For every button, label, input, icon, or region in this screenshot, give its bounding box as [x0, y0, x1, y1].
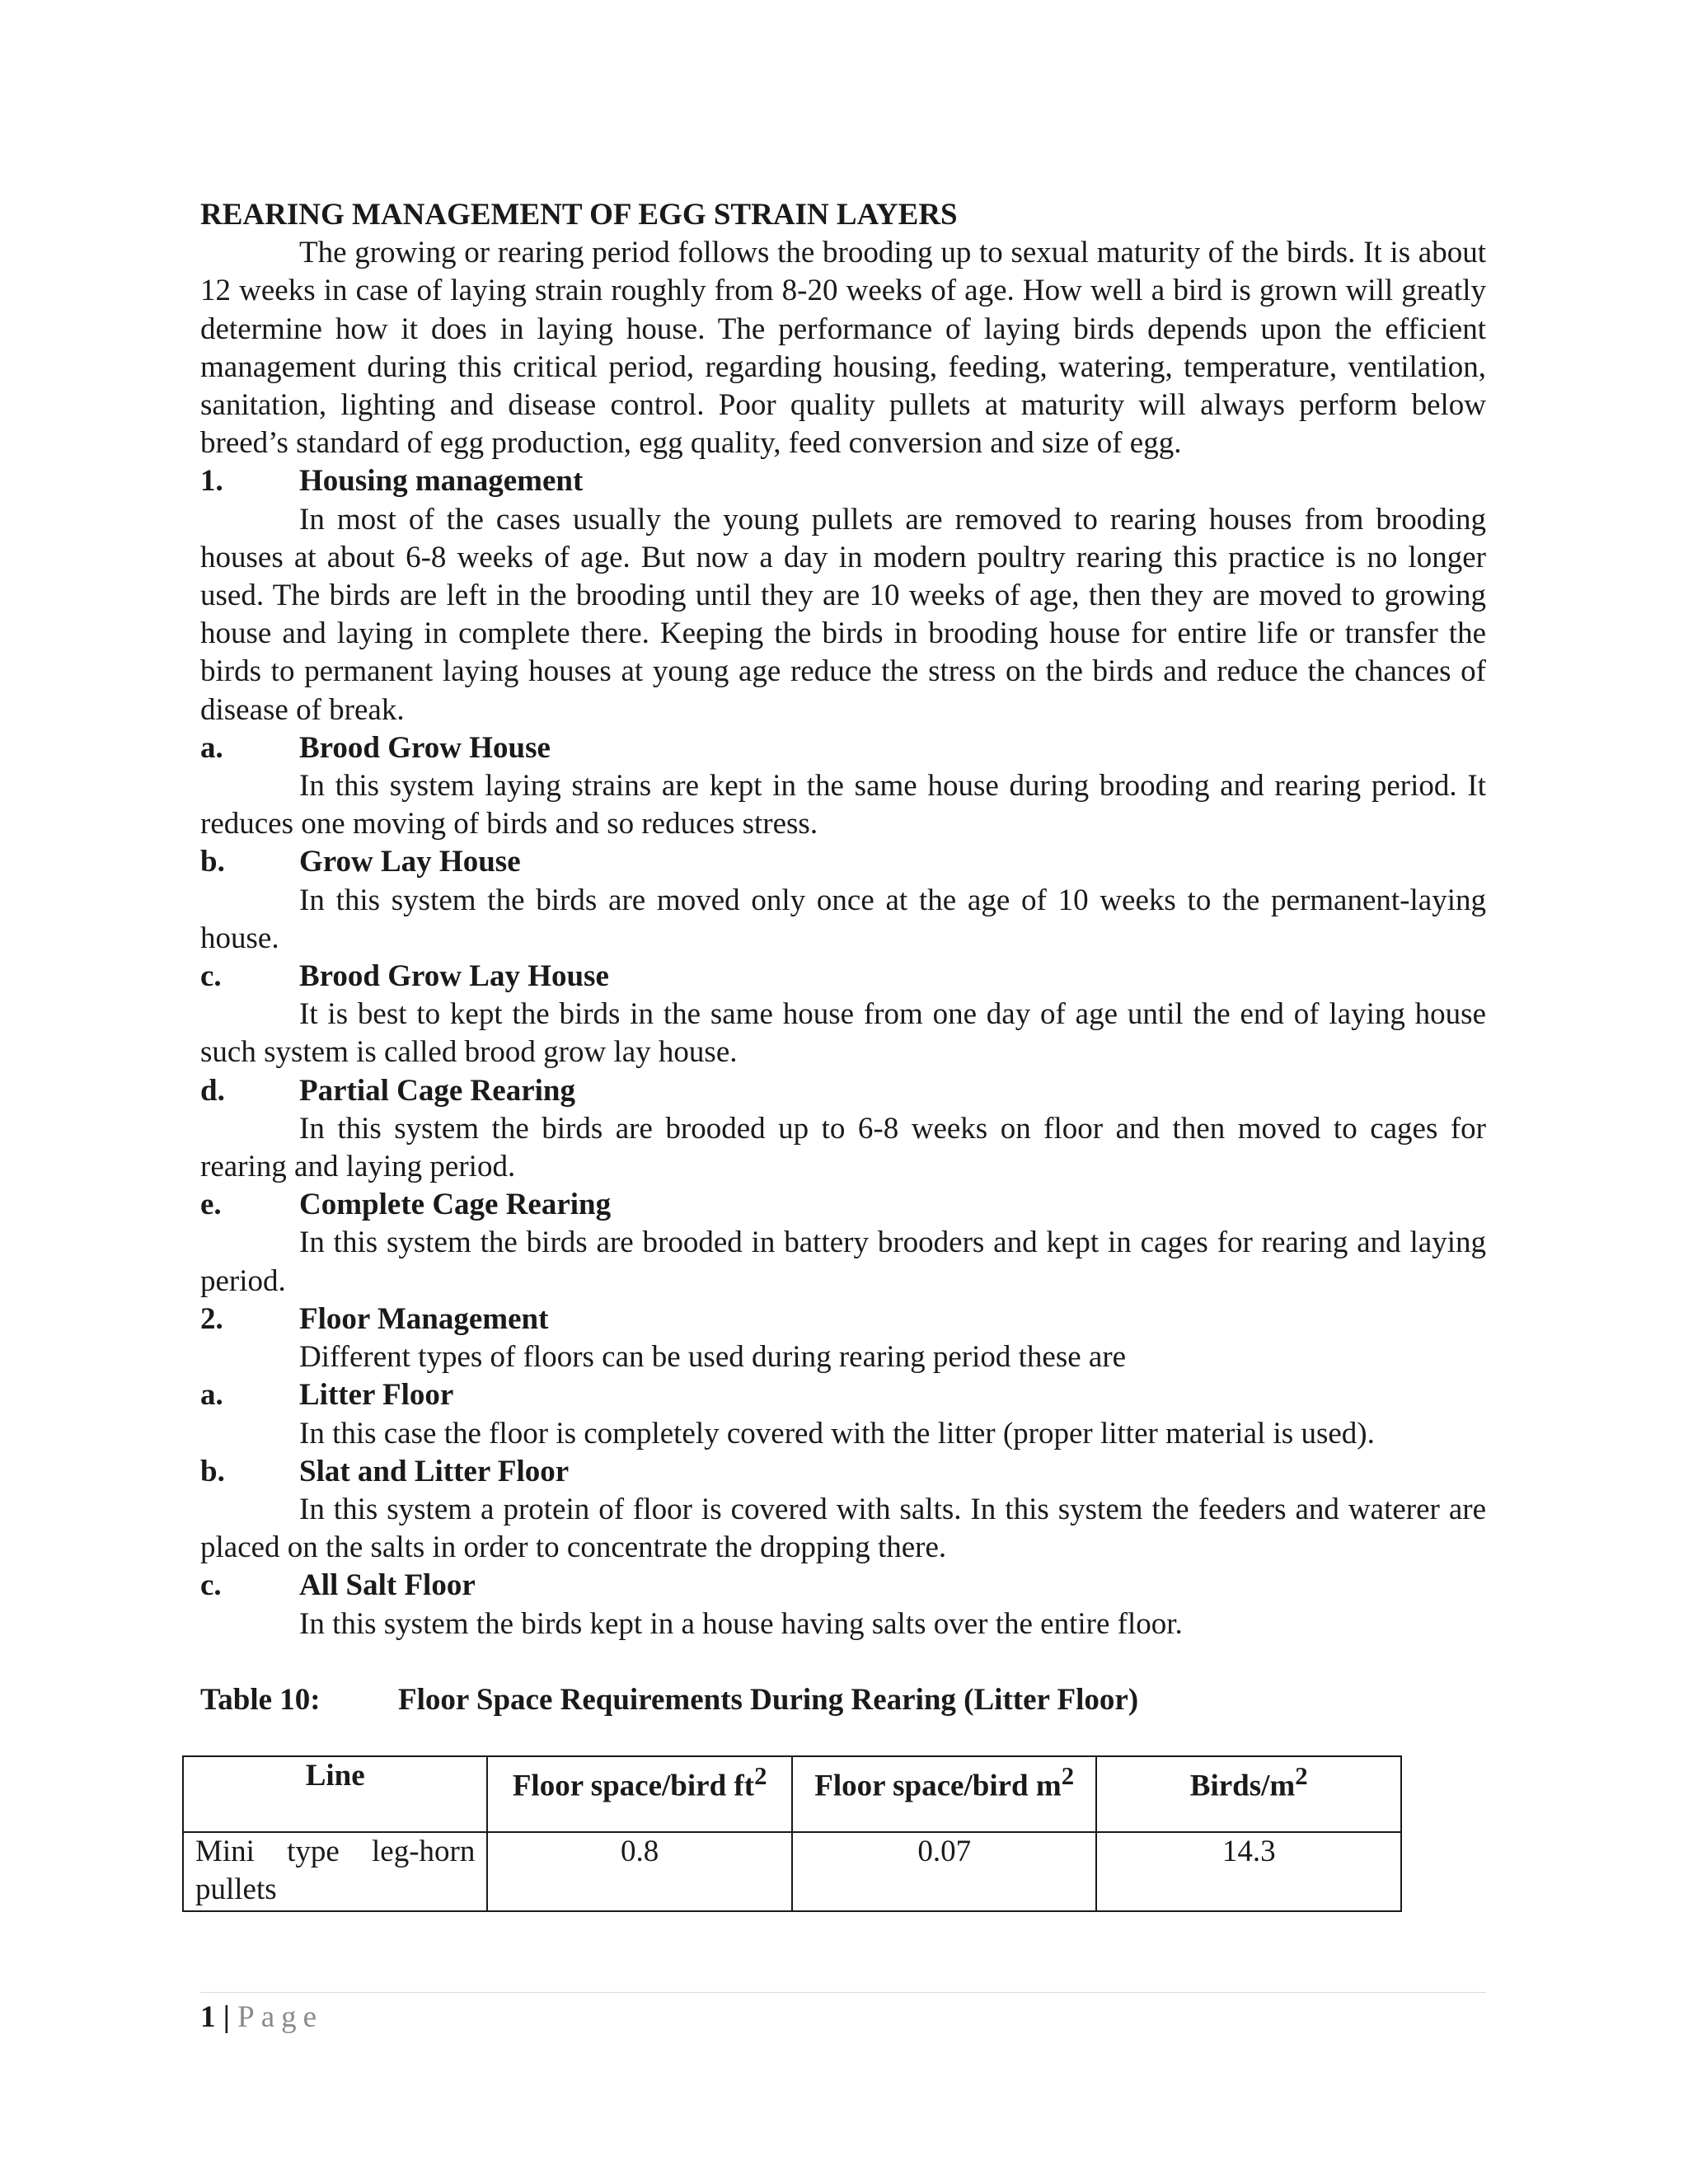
table-header-row — [183, 1756, 1401, 1832]
section-heading — [200, 1376, 1486, 1414]
section-heading — [200, 1186, 1486, 1224]
section-heading — [200, 729, 1486, 767]
footer-divider — [200, 1992, 1486, 1993]
table-cell-ft2: 0.8 — [487, 1832, 792, 1911]
section-paragraph: In most of the cases usually the young pullets are removed to rearing houses from brooding houses at about 6-8 weeks of age. But now a day in modern poultry rearing this practice is no longer used. The birds are left in the brooding until they are 10 weeks of age, then they are moved to growing house and laying in complete there. Keeping the birds in brooding house for entire life or transfer the birds to permanent laying houses at young age reduce the stress on the birds and reduce the chances of disease of break. — [200, 502, 1486, 727]
page-word: Page — [237, 2000, 324, 2034]
floor-space-table — [182, 1755, 1402, 1912]
header-text: Floor space/bird m — [814, 1769, 1062, 1803]
section-title: All Salt Floor — [299, 1568, 476, 1603]
section-number: 1. — [200, 464, 223, 499]
header-superscript: 2 — [754, 1761, 767, 1790]
section-litter-floor — [200, 1376, 1486, 1452]
table-row — [183, 1832, 1401, 1911]
table-label: Table 10: — [200, 1682, 321, 1717]
section-grow-lay-house — [200, 843, 1486, 958]
section-paragraph: In this case the floor is completely covered with the litter (proper litter material is used). — [299, 1416, 1375, 1451]
document-title: REARING MANAGEMENT OF EGG STRAIN LAYERS — [200, 198, 958, 232]
column-header-floor-space-ft2 — [487, 1756, 792, 1832]
section-number: e. — [200, 1188, 222, 1222]
section-title: Complete Cage Rearing — [299, 1188, 612, 1222]
table-caption — [200, 1681, 1486, 1719]
section-number: b. — [200, 1454, 225, 1488]
section-number: 2. — [200, 1301, 223, 1336]
section-heading — [200, 843, 1486, 881]
section-paragraph: In this system a protein of floor is covered with salts. In this system the feeders and waterer are placed on the salts in order to concentrate the dropping there. — [200, 1492, 1486, 1565]
section-floor-management — [200, 1301, 1486, 1376]
section-all-salt-floor — [200, 1567, 1486, 1643]
document-page — [195, 196, 1486, 1912]
section-complete-cage-rearing — [200, 1186, 1486, 1301]
column-header-birds-per-m2 — [1096, 1756, 1401, 1832]
header-superscript: 2 — [1295, 1761, 1308, 1790]
table-cell-m2: 0.07 — [792, 1832, 1097, 1911]
section-brood-grow-lay-house — [200, 958, 1486, 1072]
section-title: Slat and Litter Floor — [299, 1454, 570, 1488]
section-paragraph: In this system laying strains are kept in the same house during brooding and rearing period. It reduces one moving of birds and so reduces stress. — [200, 769, 1486, 841]
section-number: b. — [200, 845, 225, 879]
header-text: Line — [305, 1758, 365, 1793]
table-cell-line: Mini type leg-horn pullets — [183, 1832, 487, 1911]
page-footer — [200, 1999, 323, 2035]
section-number: c. — [200, 959, 222, 994]
section-housing-management — [200, 462, 1486, 729]
section-heading — [200, 1567, 1486, 1605]
section-title: Brood Grow House — [299, 730, 551, 765]
column-header-line — [183, 1756, 487, 1832]
section-paragraph: In this system the birds kept in a house having salts over the entire floor. — [299, 1606, 1183, 1641]
section-heading — [200, 462, 1486, 500]
section-title: Grow Lay House — [299, 845, 521, 879]
section-number: a. — [200, 730, 223, 765]
section-brood-grow-house — [200, 729, 1486, 844]
page-number: 1 — [200, 2000, 216, 2034]
section-paragraph: In this system the birds are brooded in battery brooders and kept in cages for rearing and laying period. — [200, 1226, 1486, 1298]
table-cell-birds: 14.3 — [1096, 1832, 1401, 1911]
section-paragraph: It is best to kept the birds in the same house from one day of age until the end of laying house such system is called brood grow lay house. — [200, 997, 1486, 1070]
section-title: Housing management — [299, 464, 584, 499]
section-heading — [200, 1453, 1486, 1491]
section-paragraph: In this system the birds are brooded up to 6-8 weeks on floor and then moved to cages for rearing and laying period. — [200, 1111, 1486, 1184]
section-number: c. — [200, 1568, 222, 1603]
intro-paragraph: The growing or rearing period follows the brooding up to sexual maturity of the birds. It is about 12 weeks in case of laying strain roughly from 8-20 weeks of age. How well a bird is grown will greatly determine how it does in laying house. The performance of laying birds depends upon the efficient management during this critical period, regarding housing, feeding, watering, temperature, ventilation, sanitation, lighting and disease control. Poor quality pullets at maturity will always perform below breed’s standard of egg production, egg quality, feed conversion and size of egg. — [200, 236, 1486, 461]
section-number: d. — [200, 1073, 225, 1108]
section-paragraph: In this system the birds are moved only once at the age of 10 weeks to the permanent-laying house. — [200, 883, 1486, 955]
section-title: Litter Floor — [299, 1378, 454, 1413]
section-number: a. — [200, 1378, 223, 1413]
section-slat-and-litter-floor — [200, 1453, 1486, 1568]
section-paragraph: Different types of floors can be used during rearing period these are — [299, 1340, 1127, 1375]
table-caption-text: Floor Space Requirements During Rearing (Litter Floor) — [398, 1682, 1139, 1717]
section-heading — [200, 1301, 1486, 1338]
section-title: Brood Grow Lay House — [299, 959, 609, 994]
section-heading — [200, 958, 1486, 996]
column-header-floor-space-m2 — [792, 1756, 1097, 1832]
footer-separator: | — [215, 2000, 238, 2034]
section-partial-cage-rearing — [200, 1072, 1486, 1187]
header-superscript: 2 — [1061, 1761, 1075, 1790]
section-title: Floor Management — [299, 1301, 549, 1336]
header-text: Birds/m — [1189, 1769, 1296, 1803]
section-title: Partial Cage Rearing — [299, 1073, 575, 1108]
section-heading — [200, 1072, 1486, 1110]
header-text: Floor space/bird ft — [512, 1769, 755, 1803]
